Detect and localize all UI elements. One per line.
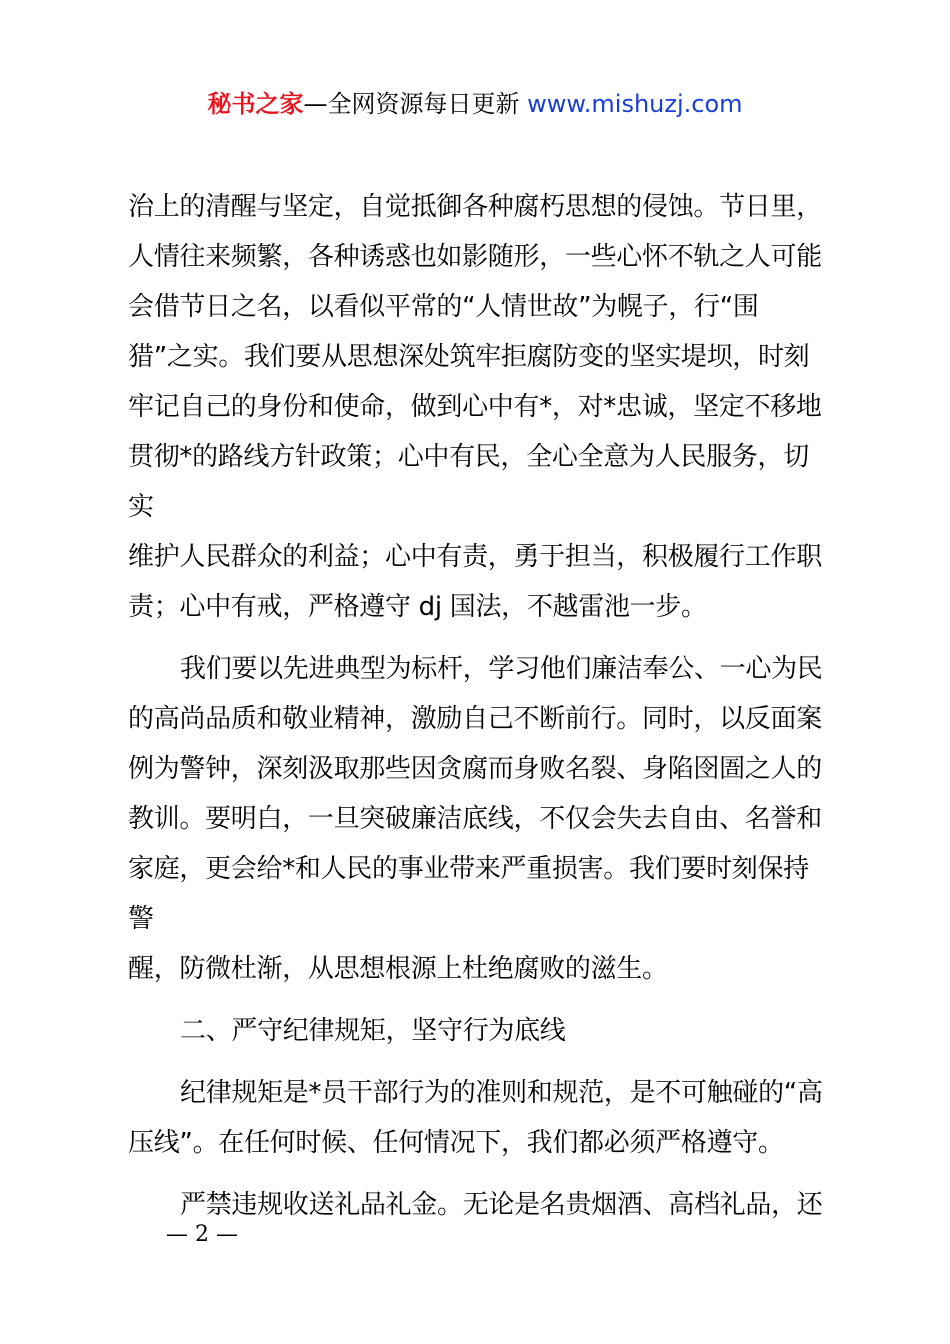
heading-text: 二、严守纪律规矩，坚守行为底线 (180, 1016, 566, 1046)
paragraph (128, 1068, 834, 1168)
text-line: 我们要以先进典型为标杆，学习他们廉洁奉公、一心为民 (180, 654, 823, 684)
header-tagline: —全网资源每日更新 (303, 90, 528, 118)
text-line: 牢记自己的身份和使命，做到心中有*，对*忠诚，坚定不移地 (128, 392, 822, 422)
text-line: 纪律规矩是*员干部行为的准则和规范，是不可触碰的“高 (180, 1078, 823, 1108)
text-line: 压线”。在任何时候、任何情况下，我们都必须严格遵守。 (128, 1128, 784, 1158)
section-heading (128, 1006, 834, 1056)
text-line: 教训。要明白，一旦突破廉洁底线，不仅会失去自由、名誉和 (128, 804, 822, 834)
text-line: 严禁违规收送礼品礼金。无论是名贵烟酒、高档礼品，还 (180, 1190, 823, 1220)
paragraph-continued (128, 182, 834, 632)
text-line: 的高尚品质和敬业精神，激励自己不断前行。同时，以反面案 (128, 704, 822, 734)
text-line: 例为警钟，深刻汲取那些因贪腐而身败名裂、身陷囹圄之人的 (128, 754, 822, 784)
text-line: 猎”之实。我们要从思想深处筑牢拒腐防变的坚实堤坝，时刻 (128, 342, 810, 372)
site-header (0, 86, 950, 122)
text-line: 人情往来频繁，各种诱惑也如影随形，一些心怀不轨之人可能 (128, 242, 822, 272)
page-number: — 2 — (166, 1222, 238, 1247)
text-line: 贯彻*的路线方针政策；心中有民，全心全意为人民服务，切实 (128, 442, 809, 522)
text-line: 家庭，更会给*和人民的事业带来严重损害。我们要时刻保持警 (128, 854, 809, 934)
document-body (128, 182, 834, 1230)
text-line: 维护人民群众的利益；心中有责，勇于担当，积极履行工作职 (128, 542, 822, 572)
paragraph (128, 644, 834, 994)
text-line: 责；心中有戒，严格遵守 dj 国法，不越雷池一步。 (128, 592, 707, 622)
text-line: 会借节日之名，以看似平常的“人情世故”为幌子，行“围 (128, 292, 759, 322)
brand-name: 秘书之家 (207, 90, 304, 118)
text-line: 治上的清醒与坚定，自觉抵御各种腐朽思想的侵蚀。节日里， (128, 192, 822, 222)
site-url-link[interactable]: www.mishuzj.com (527, 90, 743, 118)
text-line: 醒，防微杜渐，从思想根源上杜绝腐败的滋生。 (128, 954, 668, 984)
